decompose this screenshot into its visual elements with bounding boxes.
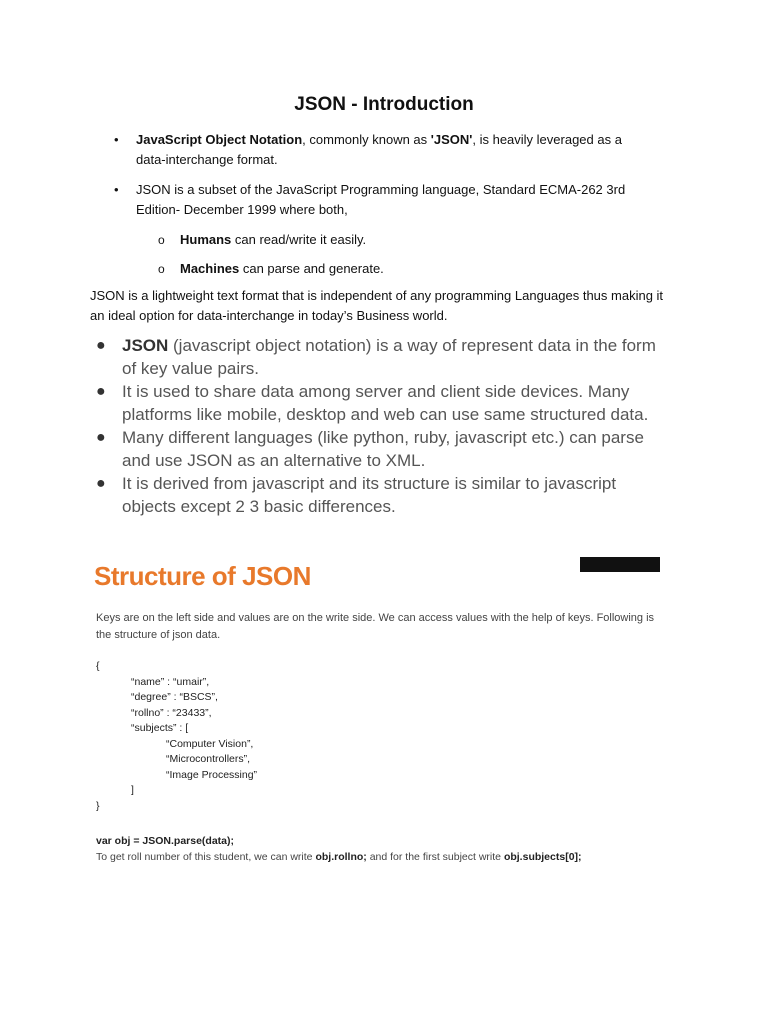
structure-heading: Structure of JSON xyxy=(94,561,311,591)
bullet-bold: 'JSON' xyxy=(430,132,473,147)
sub-bullet-bold: Machines xyxy=(180,261,240,276)
bullet-text: , is heavily leveraged as a data-interchange format. xyxy=(136,132,622,167)
usage-code: obj.subjects[0]; xyxy=(503,851,582,863)
code-line: } xyxy=(96,799,100,812)
json-structure-image xyxy=(90,555,676,875)
structure-intro: Keys are on the left side and values are on the write side. We can access values with the help of keys. Following is the structure of json data. xyxy=(96,612,655,641)
hollow-bullet-icon: o xyxy=(158,233,165,247)
image-bullet-text: (javascript object notation) is a way of represent data in the form of key value pairs. xyxy=(122,336,656,378)
sub-bullet-item xyxy=(108,259,648,279)
usage-code: obj.rollno; xyxy=(315,851,367,863)
image-bullet xyxy=(92,426,672,472)
intro-bullets xyxy=(108,130,648,288)
sub-bullet-text: can parse and generate. xyxy=(239,261,384,276)
code-line: “name” : “umair”, xyxy=(96,675,210,688)
bullet-text: , commonly known as xyxy=(302,132,431,147)
bullet-item xyxy=(108,130,648,170)
code-line: “Computer Vision”, xyxy=(96,737,254,750)
code-line: “degree” : “BSCS”, xyxy=(96,691,218,703)
usage-text-part: To get roll number of this student, we can write xyxy=(96,851,316,863)
code-line: { xyxy=(96,660,100,672)
sub-bullet-bold: Humans xyxy=(180,232,232,247)
image-bullet-text: It is used to share data among server and client side devices. Many platforms like mobile, desktop and web can use same structured data. xyxy=(122,382,649,424)
code-line: “Microcontrollers”, xyxy=(96,753,251,765)
hollow-bullet-icon: o xyxy=(158,262,165,276)
image-bullet xyxy=(92,380,672,426)
code-parse-line: var obj = JSON.parse(data); xyxy=(96,835,235,847)
bullet-dot-icon: ● xyxy=(96,337,106,354)
code-line: “Image Processing” xyxy=(96,768,258,781)
bullet-bold: JavaScript Object Notation xyxy=(136,132,303,147)
image-bullet-text: It is derived from javascript and its structure is similar to javascript objects except 2 3 basic differences. xyxy=(122,474,617,516)
sub-bullet-item xyxy=(108,230,648,250)
json-overview-image xyxy=(92,334,672,524)
bullet-dot-icon: ● xyxy=(96,475,106,492)
page-title: JSON - Introduction xyxy=(294,94,474,115)
bullet-dot-icon: • xyxy=(114,132,119,147)
sub-bullet-text: can read/write it easily. xyxy=(231,232,367,247)
code-line: ] xyxy=(96,784,134,796)
json-code-block xyxy=(96,659,257,814)
image-bullet xyxy=(92,334,672,380)
image-bullet xyxy=(92,472,672,518)
redaction-bar xyxy=(580,557,660,572)
bullet-dot-icon: ● xyxy=(96,429,106,446)
image-bullet-text: Many different languages (like python, ruby, javascript etc.) can parse and use JSON as an alternative to XML. xyxy=(122,428,644,470)
bullet-item xyxy=(108,180,648,220)
body-paragraph: JSON is a lightweight text format that is independent of any programming Languages thus making it an ideal option for data-interchange in today’s Business world. xyxy=(90,288,664,323)
bullet-text: JSON is a subset of the JavaScript Programming language, Standard ECMA-262 3rd Edition- December 1999 where both, xyxy=(136,182,626,217)
image-bullet-bold: JSON xyxy=(122,336,169,355)
bullet-dot-icon: • xyxy=(114,182,119,197)
bullet-dot-icon: ● xyxy=(96,383,106,400)
usage-text-part: and for the first subject write xyxy=(366,851,504,863)
code-line: “subjects” : [ xyxy=(96,722,189,734)
usage-text xyxy=(96,833,676,865)
code-line: “rollno” : “23433”, xyxy=(96,706,212,719)
